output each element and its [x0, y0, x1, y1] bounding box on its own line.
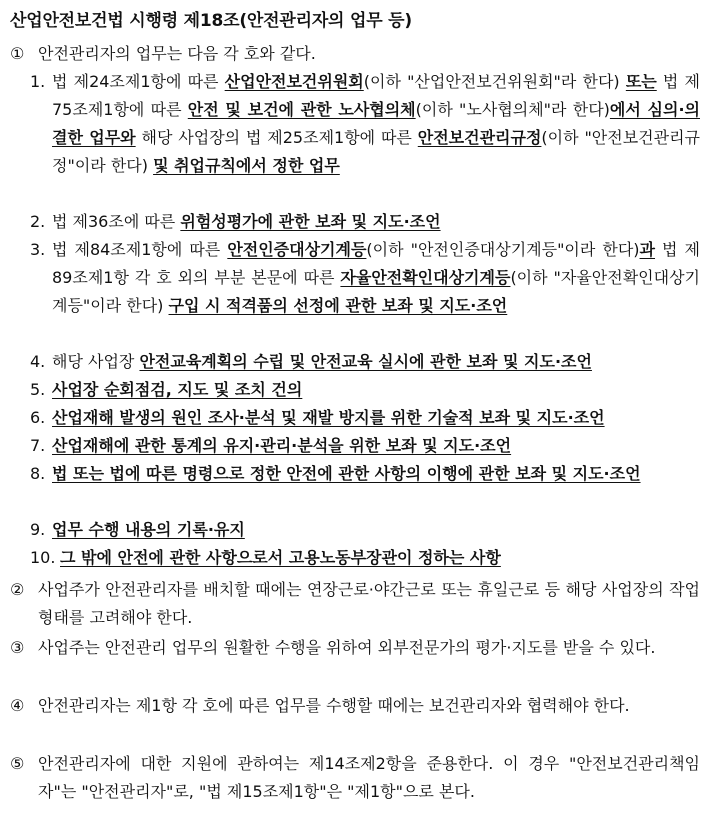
- emphasized-text: 안전보건관리규정: [417, 128, 542, 147]
- emphasized-text: 산업재해 발생의 원인 조사·분석 및 재발 방지를 위한 기술적 보좌 및 지도·조언: [52, 408, 605, 427]
- item-text-segment: 해당 사업장의 법 제25조제1항에 따른: [135, 128, 418, 147]
- item-text-segment: (이하 "안전보건관리규정"이라 한다): [52, 128, 700, 175]
- item-text: [52, 432, 700, 460]
- emphasized-text: 또는: [625, 72, 657, 91]
- item-text-segment: (이하 "노사협의체"라 한다): [415, 100, 610, 119]
- paragraph-number: ④: [10, 696, 25, 715]
- item-text-segment: (이하 "자율안전확인대상기계등"이라 한다): [52, 268, 700, 315]
- item-text-segment: 법 제75조제1항에 따른: [52, 72, 700, 119]
- emphasized-text: 과: [639, 240, 656, 259]
- emphasized-text: 산업안전보건위원회: [224, 72, 364, 91]
- emphasized-text: 산업재해에 관한 통계의 유지·관리·분석을 위한 보좌 및 지도·조언: [52, 436, 512, 455]
- emphasized-text: 안전교육계획의 수립 및 안전교육 실시에 관한 보좌 및 지도·조언: [139, 352, 592, 371]
- item-text-segment: 법 제36조에 따른: [52, 212, 181, 231]
- emphasized-text: 위험성평가에 관한 보좌 및 지도·조언: [180, 212, 441, 231]
- list-item-10: [30, 544, 700, 572]
- paragraph-4: [10, 692, 700, 720]
- paragraph-3: [10, 634, 700, 662]
- item-number: 2.: [30, 212, 46, 231]
- list-item-4: [30, 348, 700, 376]
- item-number: 5.: [30, 380, 46, 399]
- document-title: 산업안전보건법 시행령 제18조(안전관리자의 업무 등): [10, 11, 412, 31]
- list-item-8: [30, 460, 700, 488]
- list-item-7: [30, 432, 700, 460]
- paragraph-text: 안전관리자에 대한 지원에 관하여는 제14조제2항을 준용한다. 이 경우 "안전보건관리책임자"는 "안전관리자"로, "법 제15조제1항"은 "제1항"으로 본다.: [38, 754, 700, 801]
- paragraph-number: ③: [10, 638, 25, 657]
- item-number: 6.: [30, 408, 46, 427]
- item-text: [52, 460, 700, 488]
- emphasized-text: 및 취업규칙에서 정한 업무: [153, 156, 340, 175]
- item-number: 3.: [30, 240, 46, 259]
- emphasized-text: 사업장 순회점검, 지도 및 조치 건의: [52, 380, 303, 399]
- emphasized-text: 법 또는 법에 따른 명령으로 정한 안전에 관한 사항의 이행에 관한 보좌 및 지도·조언: [52, 464, 641, 483]
- item-text-segment: 법 제89조제1항 각 호 외의 부분 본문에 따른: [52, 240, 701, 287]
- paragraph-number: ②: [10, 580, 25, 599]
- item-text: [52, 404, 700, 432]
- item-text: [52, 348, 700, 376]
- emphasized-text: 안전 및 보건에 관한 노사협의체: [187, 100, 416, 119]
- item-text: [52, 516, 700, 544]
- item-text-segment: 법 제84조제1항에 따른: [52, 240, 228, 259]
- paragraph-text: 사업주는 안전관리 업무의 원활한 수행을 위하여 외부전문가의 평가·지도를 받을 수 있다.: [38, 638, 656, 657]
- item-text: [52, 68, 700, 180]
- item-number: 10.: [30, 548, 56, 567]
- list-item-1: [30, 68, 700, 180]
- item-text: [52, 376, 700, 404]
- emphasized-text: 그 밖에 안전에 관한 사항으로서 고용노동부장관이 정하는 사항: [60, 548, 501, 567]
- list-item-3: [30, 236, 700, 320]
- item-number: 7.: [30, 436, 46, 455]
- emphasized-text: 업무 수행 내용의 기록·유지: [52, 520, 245, 539]
- paragraph-number: ⑤: [10, 754, 25, 773]
- paragraph-text: 안전관리자의 업무는 다음 각 호와 같다.: [38, 44, 316, 63]
- item-text-segment: (이하 "산업안전보건위원회"라 한다): [363, 72, 626, 91]
- item-number: 4.: [30, 352, 46, 371]
- list-item-6: [30, 404, 700, 432]
- item-text: [52, 208, 700, 236]
- paragraph-text: 안전관리자는 제1항 각 호에 따른 업무를 수행할 때에는 보건관리자와 협력해야 한다.: [38, 696, 630, 715]
- item-number: 1.: [30, 72, 46, 91]
- list-item-9: [30, 516, 700, 544]
- emphasized-text: 자율안전확인대상기계등: [340, 268, 511, 287]
- item-text: [52, 236, 700, 320]
- item-text-segment: 법 제24조제1항에 따른: [52, 72, 225, 91]
- item-text-segment: 해당 사업장: [52, 352, 140, 371]
- paragraph-1: [10, 40, 700, 68]
- paragraph-number: ①: [10, 44, 25, 63]
- emphasized-text: 안전인증대상기계등: [227, 240, 367, 259]
- paragraph-text: 사업주가 안전관리자를 배치할 때에는 연장근로·야간근로 또는 휴일근로 등 해당 사업장의 작업 형태를 고려해야 한다.: [38, 580, 700, 627]
- item-number: 9.: [30, 520, 46, 539]
- list-item-2: [30, 208, 700, 236]
- list-item-5: [30, 376, 700, 404]
- item-text: [60, 544, 700, 572]
- paragraph-2: [10, 576, 700, 632]
- emphasized-text: 에서 심의·의결한 업무와: [52, 100, 700, 147]
- item-text-segment: (이하 "안전인증대상기계등"이라 한다): [366, 240, 640, 259]
- item-number: 8.: [30, 464, 46, 483]
- paragraph-5: [10, 750, 700, 806]
- emphasized-text: 구입 시 적격품의 선정에 관한 보좌 및 지도·조언: [168, 296, 508, 315]
